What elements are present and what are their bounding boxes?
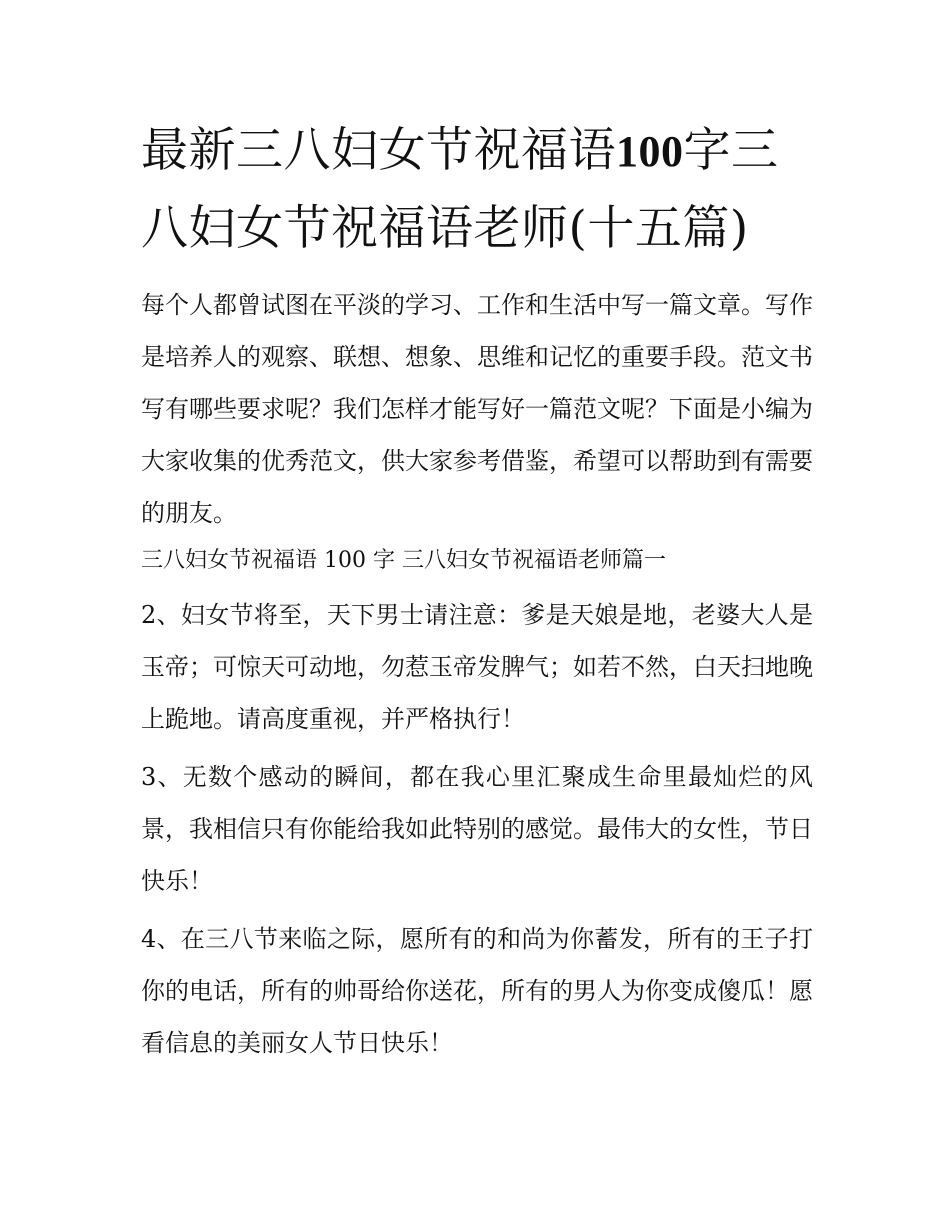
list-item: 4、在三八节来临之际，愿所有的和尚为你蓄发，所有的王子打你的电话，所有的帅哥给你送花，所有的男人为你变成傻瓜！愿看信息的美丽女人节日快乐！: [141, 925, 813, 1057]
list-item: 3、无数个感动的瞬间，都在我心里汇聚成生命里最灿烂的风景，我相信只有你能给我如此特别的感觉。最伟大的女性，节日快乐！: [141, 763, 813, 895]
title-part-2: 字三八妇女节祝福语老师(十五篇): [141, 123, 779, 256]
intro-paragraph: 每个人都曾试图在平淡的学习、工作和生活中写一篇文章。写作是培养人的观察、联想、想象、思维和记忆的重要手段。范文书写有哪些要求呢？我们怎样才能写好一篇范文呢？下面是小编为大家收集的优秀范文，供大家参考借鉴，希望可以帮助到有需要的朋友。: [141, 291, 813, 527]
document-content: [141, 112, 813, 1069]
document-title: [141, 112, 813, 267]
title-part-1: 最新三八妇女节祝福语: [141, 123, 616, 178]
list-item: 2、妇女节将至，天下男士请注意：爹是天娘是地，老婆大人是玉帝；可惊天可动地，勿惹玉帝发脾气；如若不然，白天扫地晚上跪地。请高度重视，并严格执行！: [141, 601, 813, 733]
section-heading: 三八妇女节祝福语 100 字 三八妇女节祝福语老师篇一: [141, 548, 666, 573]
title-number: 100: [616, 127, 684, 176]
